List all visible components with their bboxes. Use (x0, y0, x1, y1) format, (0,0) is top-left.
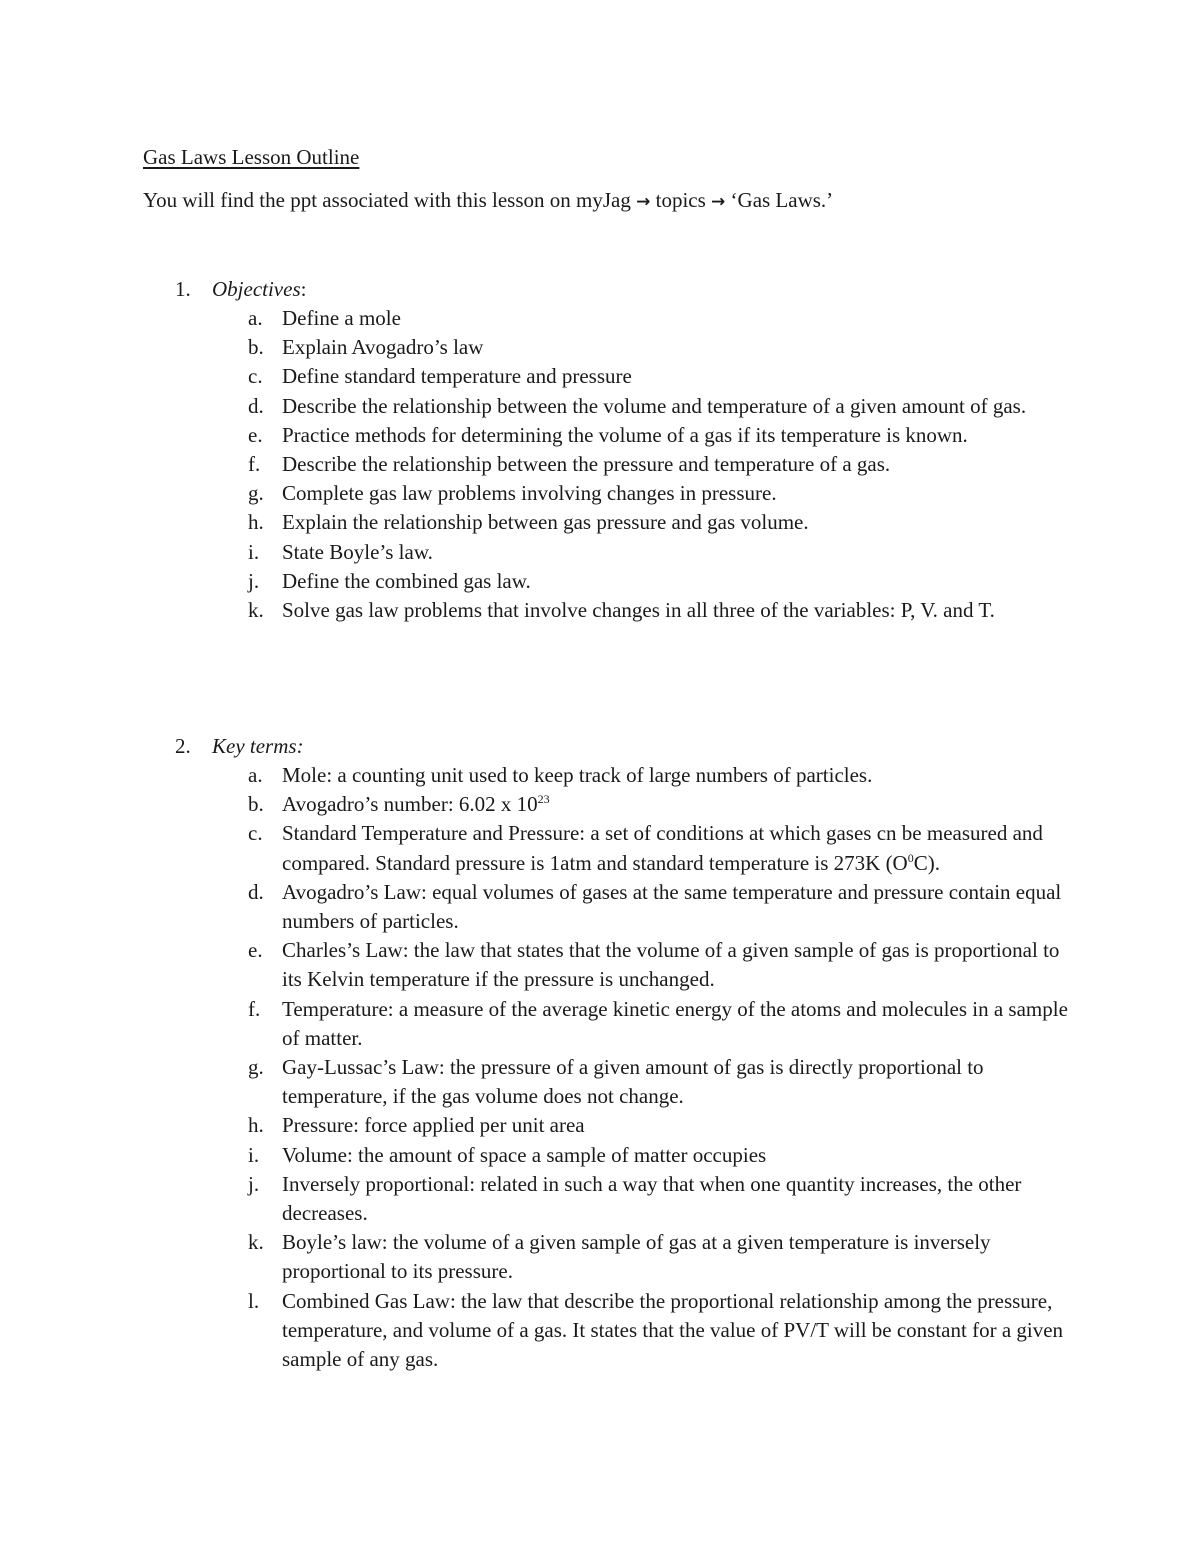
right-arrow-icon: → (636, 192, 651, 212)
item-text-end: C). (913, 850, 940, 875)
degree-superscript: 0 (907, 850, 914, 865)
item-text: Pressure: force applied per unit area (282, 1113, 585, 1138)
item-text: Mole: a counting unit used to keep track of large numbers of particles. (282, 763, 873, 787)
list-item (0, 508, 1200, 537)
item-text: Boyle’s law: the volume of a given sample of gas at a given temperature is inversely proportional to its pressure. (282, 1230, 991, 1284)
item-text-main: Avogadro’s number: 6.02 x 10 (282, 792, 538, 817)
list-item (0, 362, 1200, 391)
item-text: Define standard temperature and pressure (282, 364, 632, 389)
section-title: Key terms: (212, 734, 304, 758)
item-letter: l. (248, 1288, 260, 1313)
right-arrow-icon: → (711, 192, 726, 212)
item-text-main: Standard Temperature and Pressure: a set of conditions at which gases cn be measured and compared. Standard pressure is 1atm and standard temperature is 273K (O (282, 821, 1043, 875)
list-item (0, 1228, 1200, 1286)
list-item (0, 567, 1200, 596)
list-item (0, 392, 1200, 421)
item-text: Describe the relationship between the volume and temperature of a given amount of gas. (282, 393, 1027, 418)
item-letter: h. (248, 510, 264, 535)
item-letter: h. (248, 1113, 264, 1138)
item-letter: g. (248, 1055, 264, 1080)
section-number: 1. (175, 277, 191, 301)
item-text: Define a mole (282, 306, 401, 330)
section-number: 2. (175, 734, 191, 758)
item-text: Gay-Lussac’s Law: the pressure of a given amount of gas is directly proportional to temperature, if the gas volume does not change. (282, 1055, 984, 1109)
list-item (0, 761, 1200, 790)
item-letter: g. (248, 481, 264, 506)
item-letter: e. (248, 938, 263, 963)
list-item (0, 304, 1200, 333)
item-text: Combined Gas Law: the law that describe the proportional relationship among the pressure, temperature, and volume of a gas. It states that the value of PV/T will be constant for a given sample of any gas. (282, 1288, 1064, 1372)
item-letter: k. (248, 598, 264, 623)
item-text: Describe the relationship between the pressure and temperature of a gas. (282, 452, 891, 477)
item-letter: a. (248, 763, 263, 787)
item-letter: f. (248, 452, 261, 477)
item-letter: c. (248, 821, 263, 846)
item-letter: a. (248, 306, 263, 330)
intro-text-end: ‘Gas Laws.’ (725, 188, 834, 212)
item-text: Solve gas law problems that involve changes in all three of the variables: P, V. and T. (282, 598, 995, 623)
list-item (0, 878, 1200, 936)
item-letter: d. (248, 393, 264, 418)
list-item (0, 1287, 1200, 1375)
item-letter: c. (248, 364, 263, 389)
list-item (0, 1141, 1200, 1170)
item-letter: k. (248, 1230, 264, 1255)
item-text: Explain the relationship between gas pressure and gas volume. (282, 510, 809, 535)
item-letter: e. (248, 422, 263, 447)
list-item (0, 1111, 1200, 1140)
item-letter: i. (248, 539, 260, 564)
list-item (0, 538, 1200, 567)
item-text: Charles’s Law: the law that states that the volume of a given sample of gas is proportional to its Kelvin temperature if the pressure is unchanged. (282, 938, 1060, 992)
list-item (0, 596, 1200, 625)
item-text: Practice methods for determining the volume of a gas if its temperature is known. (282, 422, 968, 447)
item-letter: d. (248, 879, 264, 904)
item-text: Define the combined gas law. (282, 568, 531, 593)
objectives-list (0, 304, 1200, 625)
section-title-suffix: : (300, 277, 307, 301)
list-item (0, 995, 1200, 1053)
item-text: Inversely proportional: related in such a way that when one quantity increases, the other decreases. (282, 1171, 1022, 1226)
list-item (0, 790, 1200, 819)
item-text: Explain Avogadro’s law (282, 335, 484, 360)
list-item (0, 421, 1200, 450)
section-title-text: Objectives (212, 277, 301, 301)
intro-text-start: You will find the ppt associated with this lesson on myJag (143, 188, 637, 212)
item-letter: j. (248, 568, 260, 593)
item-letter: i. (248, 1142, 260, 1167)
item-text (282, 790, 1072, 819)
section-title (212, 275, 306, 304)
item-text: Complete gas law problems involving changes in pressure. (282, 481, 777, 506)
item-text (282, 819, 1072, 877)
list-item (0, 1053, 1200, 1111)
list-item (0, 819, 1200, 877)
item-letter: f. (248, 996, 261, 1021)
item-text: Avogadro’s Law: equal volumes of gases at the same temperature and pressure contain equal numbers of particles. (282, 879, 1062, 934)
exponent: 23 (537, 792, 550, 807)
list-item (0, 450, 1200, 479)
item-text: State Boyle’s law. (282, 539, 433, 564)
item-letter: b. (248, 335, 264, 360)
intro-text-middle: topics (650, 188, 712, 212)
list-item (0, 333, 1200, 362)
item-letter: j. (248, 1171, 260, 1196)
item-text: Volume: the amount of space a sample of matter occupies (282, 1142, 767, 1167)
list-item (0, 479, 1200, 508)
key-terms-list (0, 761, 1200, 1374)
intro-paragraph (143, 186, 833, 217)
list-item (0, 936, 1200, 994)
item-letter: b. (248, 792, 264, 817)
list-item (0, 1170, 1200, 1228)
item-text: Temperature: a measure of the average kinetic energy of the atoms and molecules in a sample of matter. (282, 996, 1068, 1050)
document-title: Gas Laws Lesson Outline (143, 145, 360, 169)
